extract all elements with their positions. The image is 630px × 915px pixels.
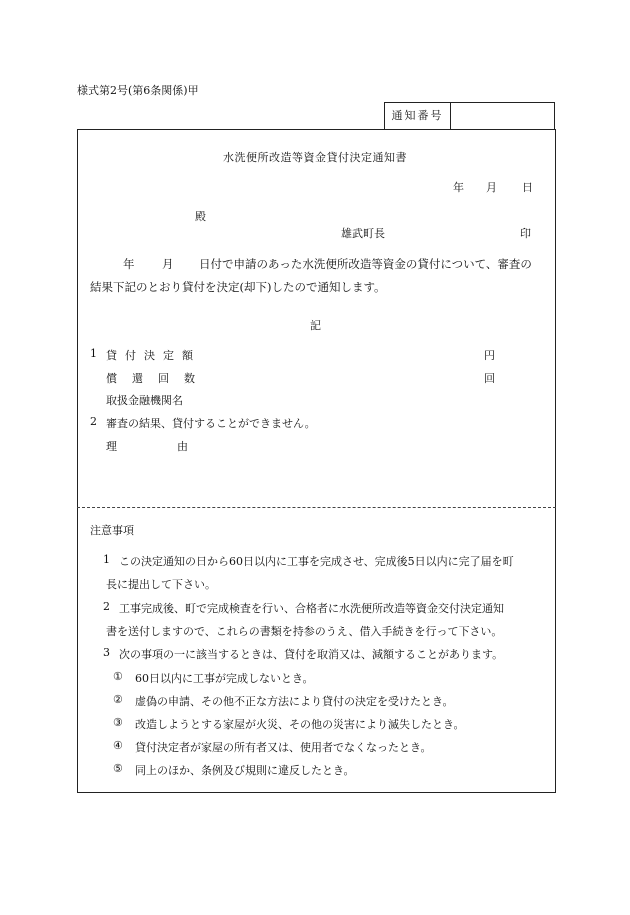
note2-line2: 書を送付しますので、これらの書類を持参のうえ、借入手続きを行って下さい。 [106, 625, 503, 638]
note2-number: 2 [103, 600, 110, 613]
seal-mark: 印 [520, 227, 531, 240]
date-year: 年 [453, 181, 464, 194]
amount-label: 貸付決定額 [106, 349, 201, 362]
document-title: 水洗便所改造等資金貸付決定通知書 [223, 151, 407, 164]
date-day: 日 [522, 181, 533, 194]
sub-item-3-number: ③ [113, 716, 123, 729]
note3-line1: 次の事項の一に該当するときは、貸付を取消又は、減額することがあります。 [119, 648, 504, 661]
reason-label-ri: 理 [106, 440, 117, 453]
note1-line2: 長に提出して下さい。 [106, 578, 216, 591]
repay-label: 償還回数 [106, 372, 210, 385]
ki-heading: 記 [310, 319, 321, 332]
sub-item-4-text: 貸付決定者が家屋の所有者又は、使用者でなくなったとき。 [135, 741, 432, 754]
form-number-label: 様式第2号(第6条関係)甲 [77, 84, 199, 97]
section-divider [77, 507, 556, 508]
note1-number: 1 [103, 553, 110, 566]
item1-number: 1 [90, 347, 97, 360]
sub-item-1-number: ① [113, 670, 123, 683]
repay-unit: 回 [484, 372, 495, 385]
sub-item-2-number: ② [113, 693, 123, 706]
body-year: 年 [123, 257, 135, 271]
addressee-suffix: 殿 [195, 210, 206, 223]
body-line2: 結果下記のとおり貸付を決定(却下)したので通知します。 [90, 280, 386, 294]
item2-number: 2 [90, 415, 97, 428]
note1-line1: この決定通知の日から60日以内に工事を完成させ、完成後5日以内に完了届を町 [119, 555, 514, 568]
issuer-name: 雄武町長 [341, 227, 385, 240]
sub-item-1-text: 60日以内に工事が完成しないとき。 [135, 672, 314, 685]
notice-number-label: 通知番号 [385, 103, 451, 129]
sub-item-3-text: 改造しようとする家屋が火災、その他の災害により滅失したとき。 [135, 718, 465, 731]
sub-item-5-number: ⑤ [113, 762, 123, 775]
sub-item-5-text: 同上のほか、条例及び規則に違反したとき。 [135, 764, 355, 777]
item2-text: 審査の結果、貸付することができません。 [106, 417, 316, 430]
reason-label-yu: 由 [177, 440, 188, 453]
note3-number: 3 [103, 646, 110, 659]
note2-line1: 工事完成後、町で完成検査を行い、合格者に水洗便所改造等資金交付決定通知 [119, 602, 504, 615]
amount-unit: 円 [484, 349, 495, 362]
notice-number-box [384, 102, 555, 129]
sub-item-4-number: ④ [113, 739, 123, 752]
sub-item-2-text: 虚偽の申請、その他不正な方法により貸付の決定を受けたとき。 [135, 695, 454, 708]
date-month: 月 [486, 181, 497, 194]
body-month: 月 [162, 257, 174, 271]
body-line1: 日付で申請のあった水洗便所改造等資金の貸付について、審査の [199, 257, 532, 271]
notes-heading: 注意事項 [90, 524, 134, 537]
bank-label: 取扱金融機関名 [106, 394, 183, 407]
